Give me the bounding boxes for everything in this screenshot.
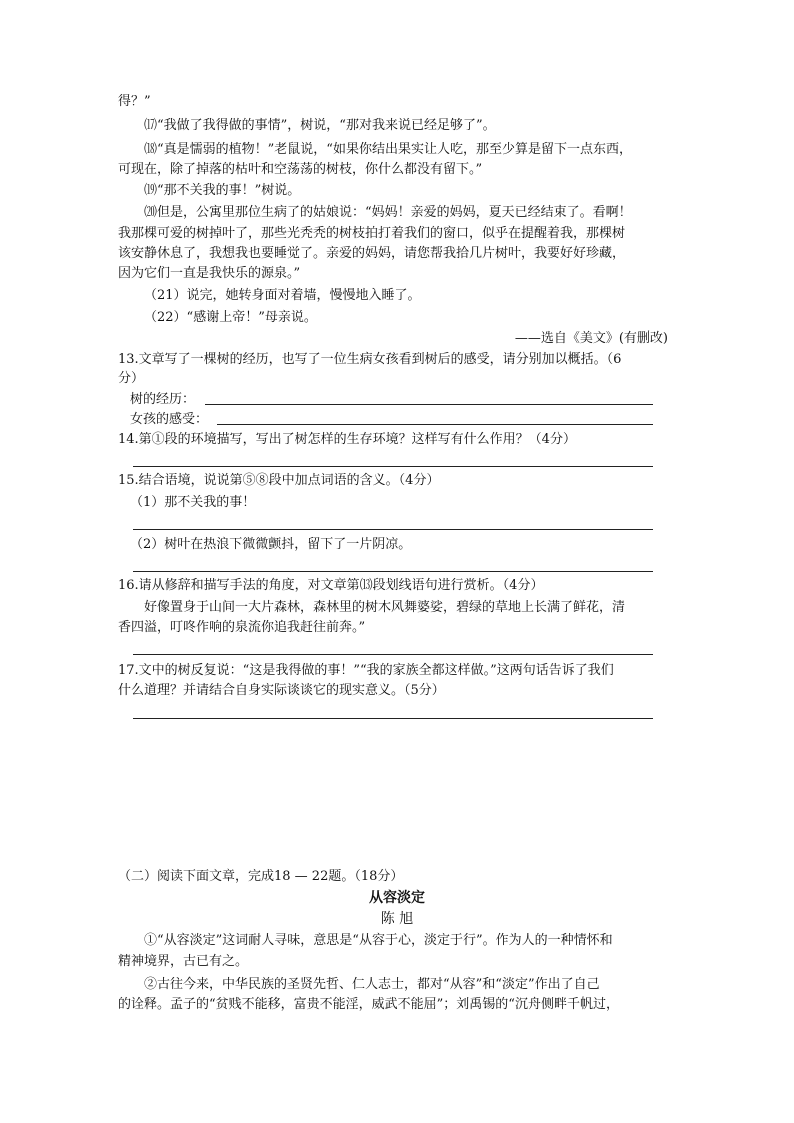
paragraph-17: ⒄“我做了我得做的事情”，树说，“那对我来说已经足够了”。 — [144, 118, 496, 133]
answer-line[interactable] — [133, 529, 653, 530]
answer-label-girl: 女孩的感受： — [130, 412, 209, 427]
answer-line[interactable] — [217, 424, 653, 425]
article-title: 从容淡定 — [369, 890, 425, 906]
article-paragraph-1: ①“从容淡定”这词耐人寻味，意思是“从容于心，淡定于行”。作为人的一种情怀和 — [144, 933, 613, 948]
answer-line[interactable] — [133, 718, 653, 719]
paragraph-21: （21）说完，她转身面对着墙，慢慢地入睡了。 — [144, 288, 421, 303]
question-13: 13.文章写了一棵树的经历，也写了一位生病女孩看到树后的感受，请分别加以概括。（6 — [118, 352, 622, 367]
paragraph-20: ⒇但是，公寓里那位生病了的姑娘说：“妈妈！亲爱的妈妈，夏天已经结束了。看啊！ — [144, 205, 632, 220]
section-2-intro: （二）阅读下面文章，完成18 — 22题。（18分） — [118, 869, 404, 884]
article-paragraph-1-cont: 精神境界，古已有之。 — [118, 954, 249, 969]
question-16-quote: 好像置身于山间一大片森林，森林里的树木风舞婆娑，碧绿的草地上长满了鲜花，清 — [144, 600, 626, 615]
paragraph-22: （22）“感谢上帝！”母亲说。 — [144, 310, 317, 325]
question-17: 17.文中的树反复说：“这是我得做的事！”“我的家族全都这样做。”这两句话告诉了我们 — [118, 663, 614, 678]
question-17-cont: 什么道理？并请结合自身实际谈谈它的现实意义。（5分） — [118, 683, 445, 698]
question-14: 14.第①段的环境描写，写出了树怎样的生存环境？这样写有什么作用？（4分） — [118, 432, 576, 447]
answer-line[interactable] — [133, 466, 653, 467]
question-15-part-2: （2）树叶在热浪下微微颤抖，留下了一片阴凉。 — [130, 537, 412, 552]
paragraph-18: ⒅“真是懦弱的植物！”老鼠说，“如果你结出果实让人吃，那至少算是留下一点东西， — [144, 142, 632, 157]
paragraph-19: ⒆“那不关我的事！”树说。 — [144, 183, 301, 198]
question-15: 15.结合语境，说说第⑤⑧段中加点词语的含义。（4分） — [118, 473, 440, 488]
question-15-part-1: （1）那不关我的事！ — [130, 495, 256, 510]
answer-line[interactable] — [133, 571, 653, 572]
source-note: ——选自《美文》(有删改) — [514, 331, 668, 346]
paragraph-20-cont: 我那棵可爱的树掉叶了，那些光秃秃的树枝拍打着我们的窗口，似乎在提醒着我，那棵树 — [118, 226, 626, 241]
story-line: 得？” — [118, 94, 151, 109]
answer-label-tree: 树的经历： — [130, 392, 196, 407]
question-13-cont: 分） — [118, 371, 145, 386]
question-16: 16.请从修辞和描写手法的角度，对文章第⒀段划线语句进行赏析。（4分） — [118, 578, 544, 593]
paragraph-20-cont: 该安静休息了，我想我也要睡觉了。亲爱的妈妈，请您帮我拾几片树叶，我要好好珍藏， — [118, 246, 626, 261]
paragraph-20-cont: 因为它们一直是我快乐的源泉。” — [118, 266, 301, 281]
question-16-quote-cont: 香四溢，叮咚作响的泉流你追我赶往前奔。” — [118, 620, 366, 635]
answer-line[interactable] — [133, 654, 653, 655]
article-paragraph-2: ②古往今来，中华民族的圣贤先哲、仁人志士，都对“从容”和“淡定”作出了自己 — [144, 977, 600, 992]
answer-line[interactable] — [205, 404, 653, 405]
article-paragraph-2-cont: 的诠释。孟子的“贫贱不能移，富贵不能淫，威武不能屈”；刘禹锡的“沉舟侧畔千帆过， — [118, 997, 619, 1012]
article-author: 陈 旭 — [380, 911, 414, 927]
paragraph-18-cont: 可现在，除了掉落的枯叶和空荡荡的树枝，你什么都没有留下。” — [118, 162, 483, 177]
